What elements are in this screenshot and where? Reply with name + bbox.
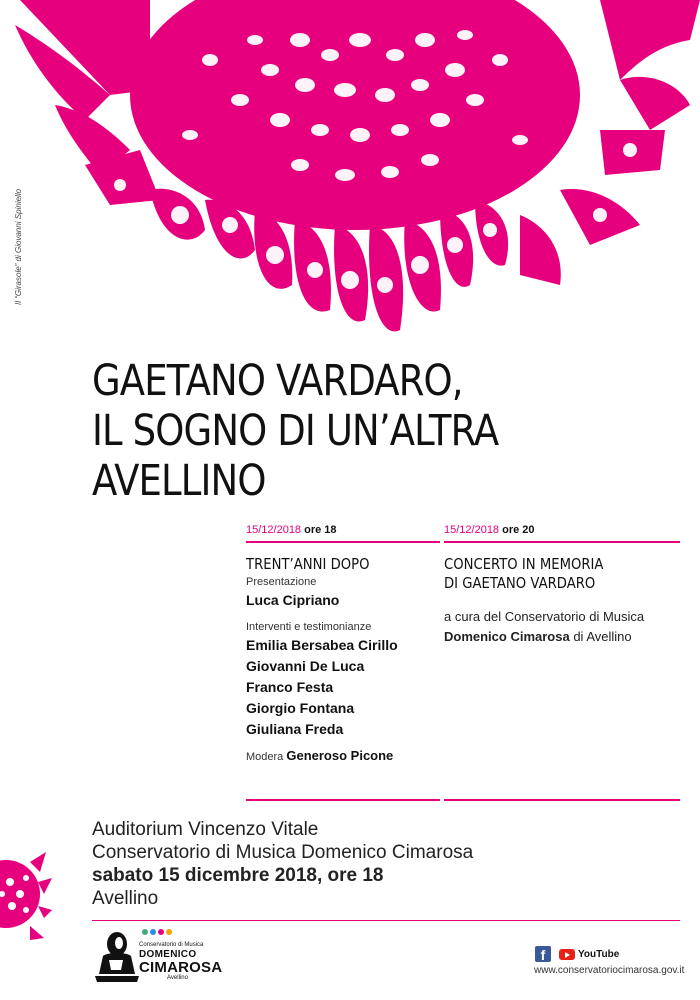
event-title-line: CONCERTO IN MEMORIA: [444, 555, 604, 573]
event-date-time: [444, 524, 680, 536]
venue-line: Conservatorio di Musica Domenico Cimarosa: [92, 842, 474, 863]
presenter-name: Luca Cipriano: [246, 592, 340, 608]
event-presentation: [246, 524, 440, 765]
moderator-line: [246, 748, 440, 765]
divider: [92, 920, 680, 921]
page-title: [92, 356, 498, 506]
speaker-name: Giovanni De Luca: [246, 658, 365, 674]
divider: [246, 799, 440, 801]
website-link[interactable]: www.conservatoriocimarosa.gov.it: [534, 965, 685, 976]
event-title-line: DI GAETANO VARDARO: [444, 574, 596, 592]
youtube-link[interactable]: [559, 949, 619, 960]
venue-info: [92, 818, 473, 910]
artwork-credit: Il “Girasole” di Giovanni Spiniello: [14, 188, 23, 305]
venue-line: Auditorium Vincenzo Vitale: [92, 819, 319, 840]
divider: [246, 541, 440, 543]
interventions-label: Interventi e testimonianze: [246, 621, 372, 633]
speaker-name: Franco Festa: [246, 679, 334, 695]
title-line-3: AVELLINO: [92, 456, 266, 506]
moderator-name: Generoso Picone: [286, 748, 394, 763]
event-date: 15/12/2018: [246, 524, 302, 536]
event-time: ore 18: [304, 524, 337, 536]
divider: [444, 799, 680, 801]
title-line-2: IL SOGNO DI UN’ALTRA: [92, 406, 499, 456]
social-links: [535, 946, 619, 962]
curated-by-name-line: [444, 627, 680, 647]
sunflower-artwork: [0, 0, 700, 345]
event-title: [444, 555, 652, 593]
logo-text: [139, 942, 222, 981]
event-date: 15/12/2018: [444, 524, 500, 536]
speaker-name: Giuliana Freda: [246, 721, 344, 737]
curated-by-line: a cura del Conservatorio di Musica: [444, 609, 645, 624]
curated-suffix: di Avellino: [573, 629, 632, 644]
curated-name: Domenico Cimarosa: [444, 629, 570, 644]
speaker-name: Giorgio Fontana: [246, 700, 355, 716]
logo-line: DOMENICO: [139, 949, 197, 960]
flower-decoration: [0, 842, 52, 946]
youtube-icon: [559, 949, 575, 960]
speaker-name: Emilia Bersabea Cirillo: [246, 637, 398, 653]
logo-line: CIMAROSA: [139, 959, 223, 976]
youtube-label: YouTube: [578, 948, 620, 960]
logo-line: Conservatorio di Musica: [139, 942, 204, 948]
divider: [444, 541, 680, 543]
facebook-icon[interactable]: f: [535, 946, 551, 962]
moderator-label: Modera: [246, 751, 284, 763]
event-title: TRENT’ANNI DOPO: [246, 555, 370, 573]
presentation-label: Presentazione: [246, 576, 317, 588]
venue-date: sabato 15 dicembre 2018, ore 18: [92, 865, 384, 886]
event-time: ore 20: [502, 524, 535, 536]
venue-city: Avellino: [92, 888, 159, 909]
event-date-time: [246, 524, 440, 536]
event-concert: [444, 524, 680, 647]
title-line-1: GAETANO VARDARO,: [92, 356, 463, 406]
logo-line: Avellino: [167, 975, 188, 981]
